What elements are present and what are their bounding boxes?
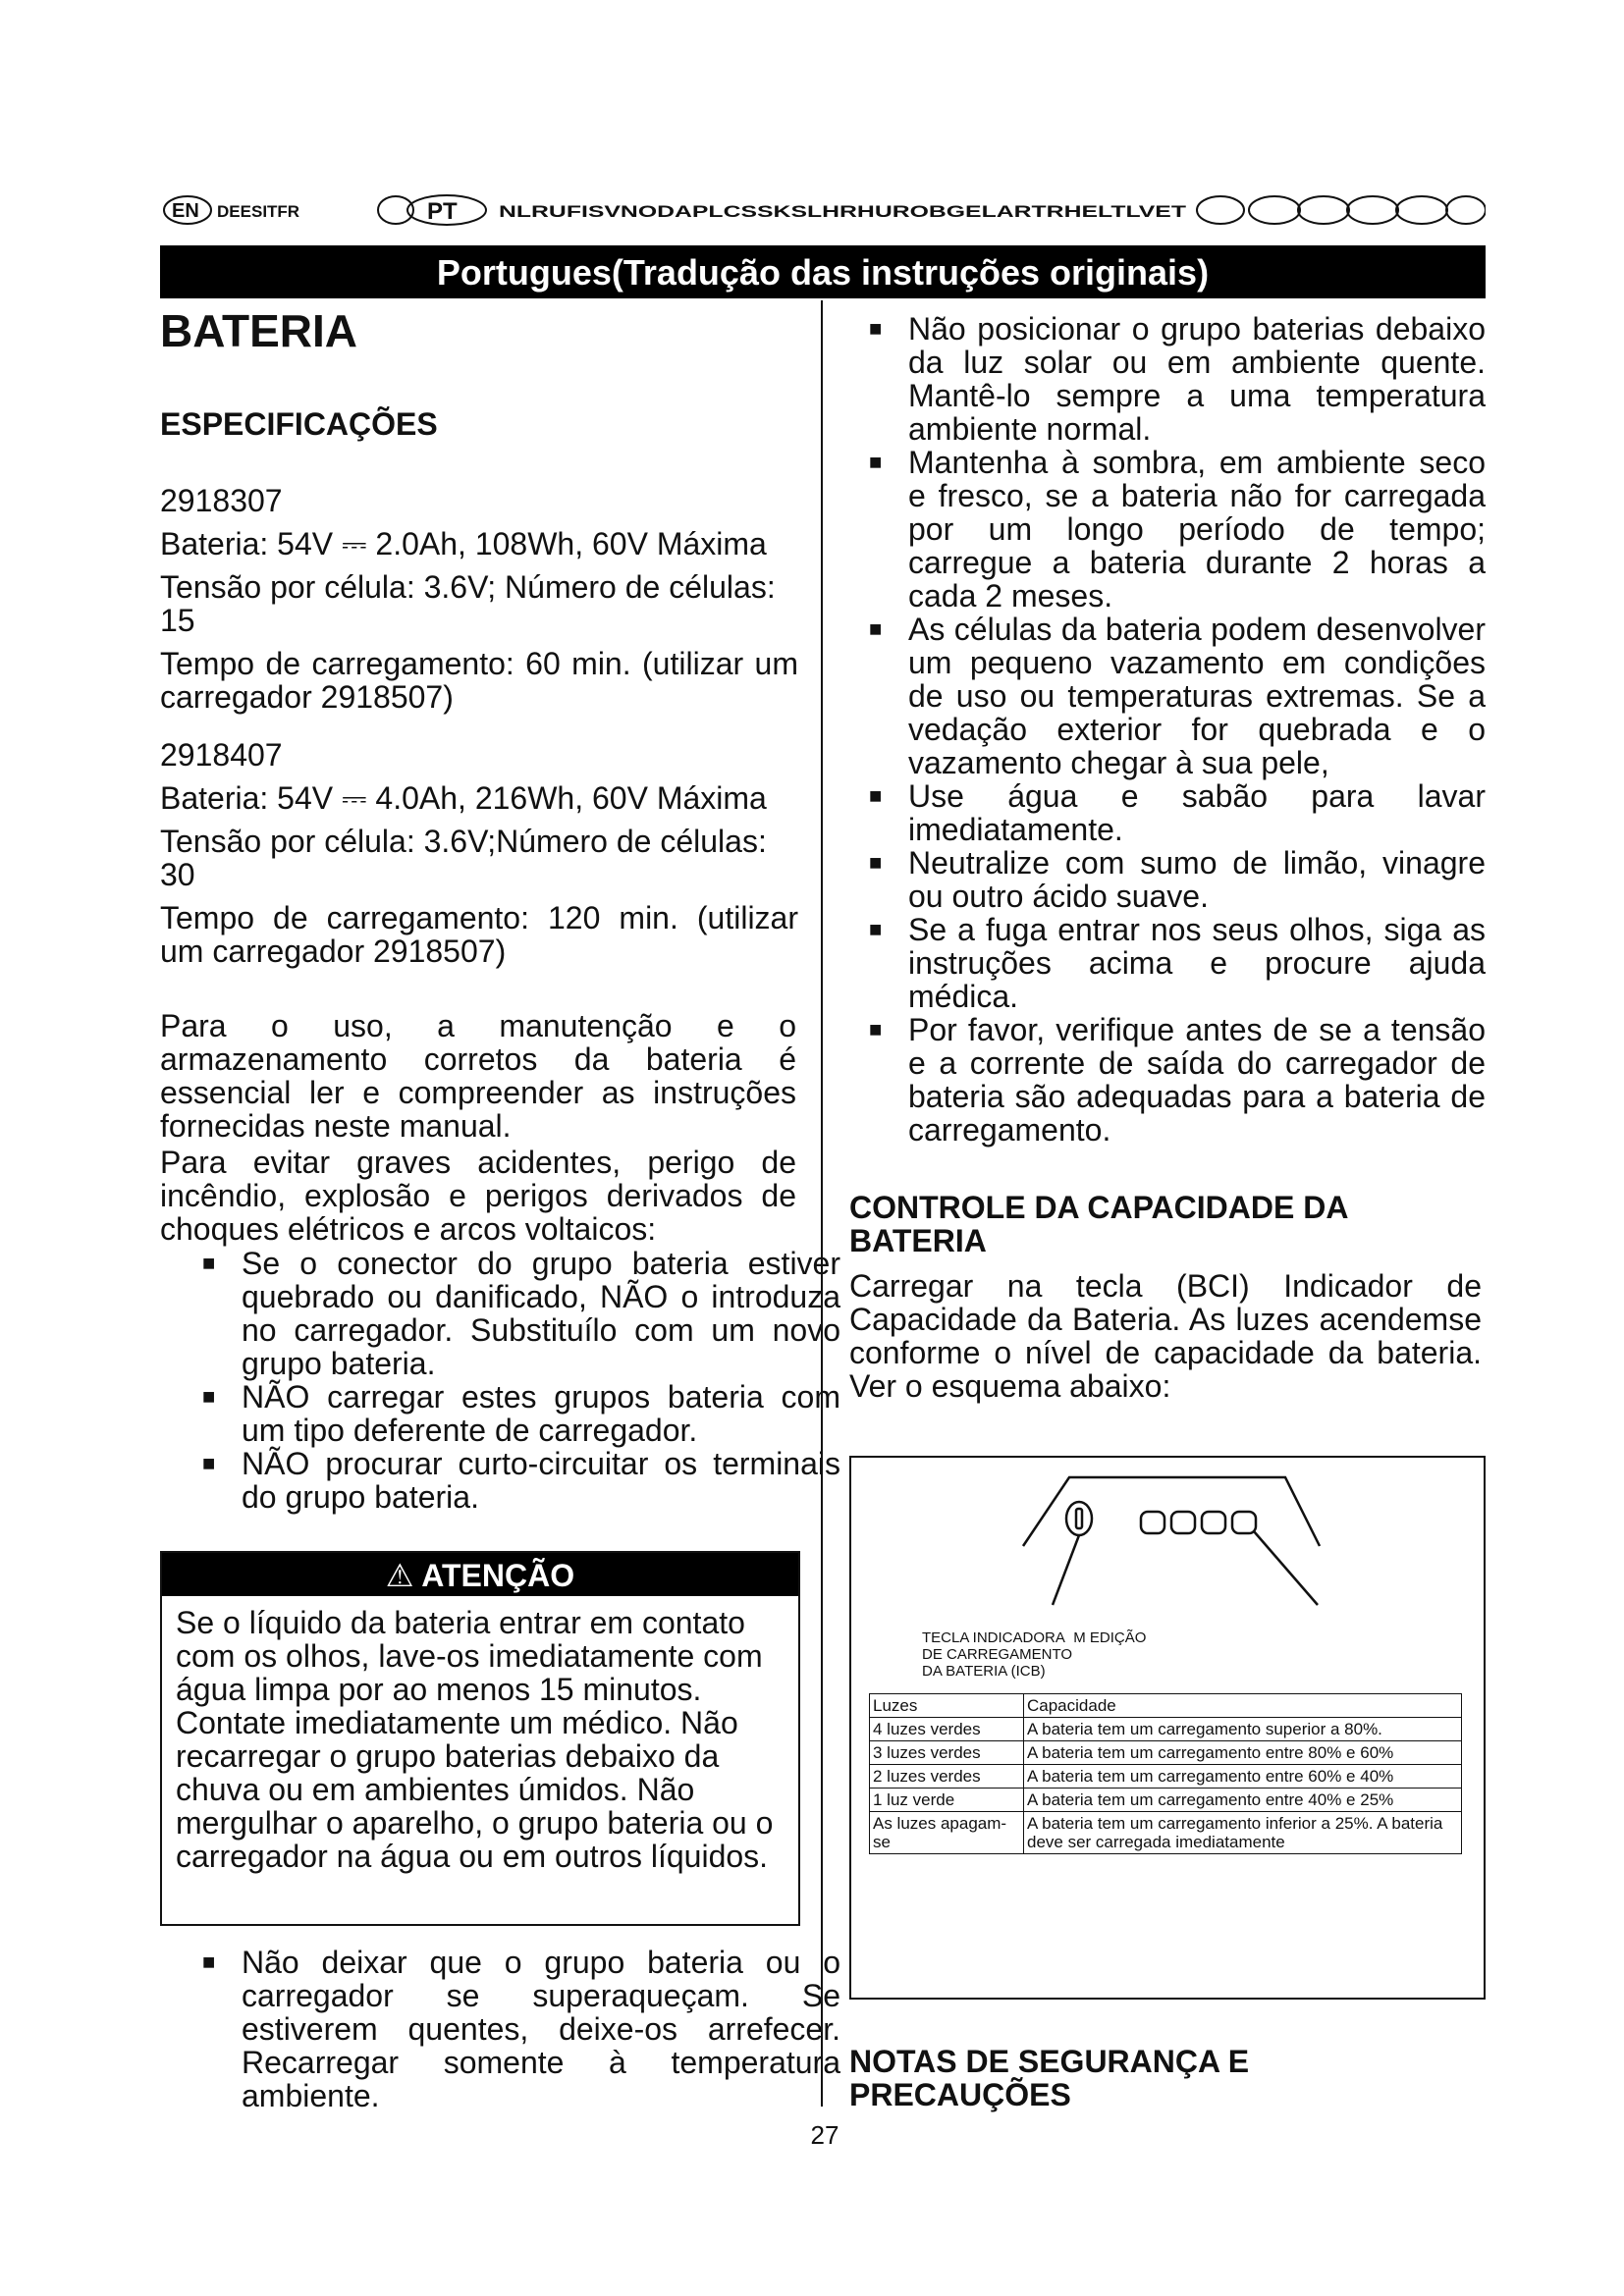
bullet-item: ■ Mantenha à sombra, em ambiente seco e fresco, se a bateria não for carregada por um longo período de tempo; carregue a bateria durante 2 horas a cada 2 meses. xyxy=(869,446,1486,613)
cell-voltage: Tensão por célula: 3.6V; Número de células: 15 xyxy=(160,569,776,638)
lang-tab-empty-5 xyxy=(1446,196,1486,224)
battery-indicator-diagram xyxy=(851,1458,1484,1644)
table-cell: A bateria tem um carregamento inferior a 25%. A bateria deve ser carregada imediatamente xyxy=(1024,1812,1462,1854)
charge-time: Tempo de carregamento: 120 min. (utilizar um carregador 2918507) xyxy=(160,900,798,969)
table-row xyxy=(870,1812,1462,1854)
column-divider xyxy=(821,300,823,2107)
table-cell: As luzes apagam-se xyxy=(870,1812,1024,1854)
indicator-light-3 xyxy=(1202,1512,1225,1533)
lang-tab-empty-7 xyxy=(1197,196,1244,224)
language-selector-strip xyxy=(160,194,1486,234)
table-header-row xyxy=(870,1694,1462,1718)
lang-tab-en[interactable]: EN xyxy=(172,200,199,222)
lang-tab-empty-1 xyxy=(1249,196,1300,224)
table-row xyxy=(870,1718,1462,1741)
table-row xyxy=(870,1741,1462,1765)
bullet-item: ■ Use água e sabão para lavar imediatamente. xyxy=(869,779,1486,846)
warning-title: ATENÇÃO xyxy=(421,1558,575,1593)
safety-intro-paragraph: Para evitar graves acidentes, perigo de incêndio, explosão e perigos derivados de choques elétricos e arcos voltaicos: xyxy=(160,1145,796,1247)
indicator-light-1 xyxy=(1141,1512,1164,1533)
table-cell: 1 luz verde xyxy=(870,1789,1024,1812)
table-cell: A bateria tem um carregamento entre 40% e 25% xyxy=(1024,1789,1462,1812)
bullet-item: ■ As células da bateria podem desenvolver um pequeno vazamento em condições de uso ou temperaturas extremas. Se a vedação exterior for quebrada e o vazamento chegar à sua pele, xyxy=(869,613,1486,779)
table-cell: 4 luzes verdes xyxy=(870,1718,1024,1741)
indicator-light-2 xyxy=(1171,1512,1195,1533)
table-cell: A bateria tem um carregamento entre 80% e 60% xyxy=(1024,1741,1462,1765)
lang-tab-empty-2 xyxy=(1298,196,1349,224)
lang-tabs-de-fr[interactable]: DEESITFR xyxy=(217,202,300,221)
lang-tabs-nl-et[interactable]: NL RU FI SV NO DA PL CS SK SL HR HU RO BG EL AR TR HE LT LV ET xyxy=(499,202,1177,221)
bullet-item: ■ Não deixar que o grupo bateria ou o carregador se superaqueçam. Se estiverem quentes, deixe-os arrefecer. Recarregar somente à temperatura ambiente. xyxy=(202,1946,840,2112)
bullet-item: ■ Se o conector do grupo bateria estiver quebrado ou danificado, NÃO o introduza no carregador. Substituílo com um novo grupo bateria. xyxy=(202,1247,840,1380)
warning-triangle-icon: ⚠ xyxy=(385,1558,414,1593)
battery-rating: Bateria: 54V ⎓ 4.0Ah, 216Wh, 60V Máxima xyxy=(160,780,767,816)
capacity-table xyxy=(869,1693,1462,1854)
model-code: 2918407 xyxy=(160,737,283,773)
indicator-button-mark xyxy=(1076,1509,1082,1528)
bullet-item: ■ Não posicionar o grupo baterias debaixo da luz solar ou em ambiente quente. Mantê-lo sempre a uma temperatura ambiente normal. xyxy=(869,312,1486,446)
battery-indicator-figure xyxy=(849,1456,1486,2000)
capacity-heading: CONTROLE DA CAPACIDADE DA BATERIA xyxy=(849,1190,1348,1258)
page-title-bar: Portugues(Tradução das instruções originais) xyxy=(160,245,1486,298)
lang-tab-pt[interactable]: PT xyxy=(427,198,458,225)
table-cell: 3 luzes verdes xyxy=(870,1741,1024,1765)
model-code: 2918307 xyxy=(160,483,283,518)
indicator-button-label: TECLA INDICADORA M EDIÇÃO DE CARREGAMENTO DA BATERIA (ICB) xyxy=(922,1629,1147,1680)
bullet-item: ■ NÃO procurar curto-circuitar os terminais do grupo bateria. xyxy=(202,1447,840,1514)
right-bullet-list xyxy=(869,312,1486,1147)
table-cell: A bateria tem um carregamento superior a 80%. xyxy=(1024,1718,1462,1741)
bullet-item: ■ Se a fuga entrar nos seus olhos, siga as instruções acima e procure ajuda médica. xyxy=(869,913,1486,1013)
table-header: Luzes xyxy=(870,1694,1024,1718)
language-tabs xyxy=(160,194,1486,234)
lang-tab-empty-4 xyxy=(1396,196,1447,224)
section-title-bateria: BATERIA xyxy=(160,305,358,356)
table-row xyxy=(870,1789,1462,1812)
cell-voltage: Tensão por célula: 3.6V;Número de células: 30 xyxy=(160,824,767,892)
indicator-light-4 xyxy=(1232,1512,1256,1533)
lang-tab-empty-3 xyxy=(1347,196,1398,224)
bullet-item: ■ Neutralize com sumo de limão, vinagre ou outro ácido suave. xyxy=(869,846,1486,913)
safety-notes-heading: NOTAS DE SEGURANÇA E PRECAUÇÕES xyxy=(849,2044,1250,2112)
warning-text: Se o líquido da bateria entrar em contato com os olhos, lave-os imediatamente com água limpa por ao menos 15 minutos. Contate imediatamente um médico. Não recarregar o grupo baterias debaixo da chuva ou em ambientes úmidos. Não mergulhar o aparelho, o grupo bateria ou o carregador na água ou em outros líquidos. xyxy=(176,1605,774,1874)
specifications-heading: ESPECIFICAÇÕES xyxy=(160,406,438,442)
left-bullet-list xyxy=(202,1247,840,1514)
pointer-line-button xyxy=(1053,1535,1079,1605)
left-bottom-bullet xyxy=(202,1946,840,2112)
table-row xyxy=(870,1765,1462,1789)
charge-time: Tempo de carregamento: 60 min. (utilizar um carregador 2918507) xyxy=(160,646,798,715)
specs-model-1 xyxy=(160,484,798,723)
warning-box xyxy=(160,1551,800,1926)
specs-model-2 xyxy=(160,738,798,978)
bullet-item: ■ NÃO carregar estes grupos bateria com um tipo deferente de carregador. xyxy=(202,1380,840,1447)
usage-paragraph: Para o uso, a manutenção e o armazenamento corretos da bateria é essencial ler e compreender as instruções fornecidas neste manual. xyxy=(160,1008,796,1144)
table-header: Capacidade xyxy=(1024,1694,1462,1718)
bullet-item: ■ Por favor, verifique antes de se a tensão e a corrente de saída do carregador de bateria são adequadas para a bateria de carregamento. xyxy=(869,1013,1486,1147)
indicator-button-icon xyxy=(1066,1502,1092,1535)
page-number: 27 xyxy=(810,2120,839,2150)
warning-header xyxy=(162,1553,798,1596)
table-cell: A bateria tem um carregamento entre 60% e 40% xyxy=(1024,1765,1462,1789)
pointer-line-lights xyxy=(1254,1531,1318,1605)
capacity-paragraph: Carregar na tecla (BCI) Indicador de Capacidade da Bateria. As luzes acendemse conforme o nível de capacidade da bateria. Ver o esquema abaixo: xyxy=(849,1268,1482,1404)
table-cell: 2 luzes verdes xyxy=(870,1765,1024,1789)
battery-rating: Bateria: 54V ⎓ 2.0Ah, 108Wh, 60V Máxima xyxy=(160,526,767,561)
